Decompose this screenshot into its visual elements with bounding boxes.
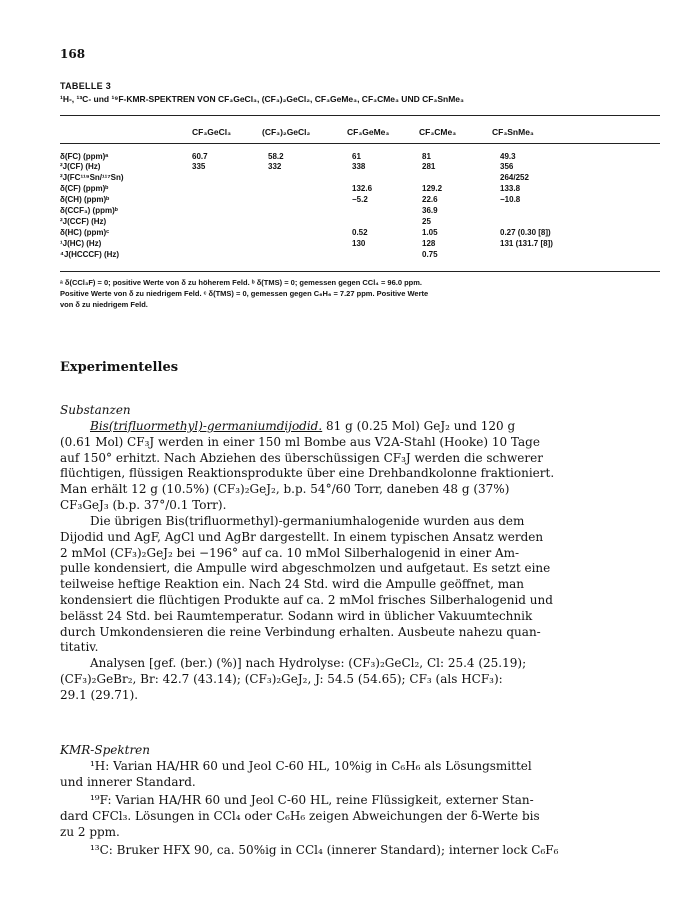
table-cell: 281	[422, 162, 436, 171]
table-cell: 132.6	[352, 184, 373, 193]
table-row	[60, 206, 660, 216]
paragraph-line: 29.1 (29.71).	[60, 687, 139, 702]
section-heading: Experimentelles	[60, 360, 179, 375]
table-cell: 130	[352, 239, 366, 248]
paragraph-kmr-h	[60, 759, 660, 791]
paragraph-line: ¹⁹F: Varian HA/HR 60 und Jeol C-60 HL, reine Flüssigkeit, externer Stan-	[90, 793, 534, 807]
row-label: ⁴J(HCCCF) (Hz)	[60, 250, 120, 259]
paragraph-line: belässt 24 Std. bei Raumtemperatur. Sodann wird in üblicher Vakuumtechnik	[60, 608, 533, 623]
table-row	[60, 217, 660, 227]
table-footnote: von δ zu niedrigem Feld.	[60, 300, 148, 309]
table-cell: 22.6	[422, 195, 438, 204]
table-caption: ¹H-, ¹³C- und ¹⁹F-KMR-SPEKTREN VON CF₃GeCl₃, (CF₃)₂GeCl₂, CF₃GeMe₃, CF₃CMe₃ UND CF₃SnMe₃	[60, 94, 464, 104]
row-label: ²J(FC¹¹⁹Sn/¹¹⁷Sn)	[60, 173, 124, 182]
table-cell: 58.2	[268, 152, 284, 161]
table-cell: 60.7	[192, 152, 208, 161]
row-label: ¹J(HC) (Hz)	[60, 239, 102, 248]
paragraph-line: Dijodid und AgF, AgCl und AgBr dargestellt. In einem typischen Ansatz werden	[60, 529, 544, 544]
table-label: TABELLE 3	[60, 81, 112, 91]
paragraph-kmr-c	[60, 843, 660, 859]
table-header-3: CF₃GeMe₃	[347, 127, 390, 137]
paragraph-line: CF₃GeJ₃ (b.p. 37°/0.1 Torr).	[60, 497, 227, 512]
table-row	[60, 152, 660, 162]
row-label: δ(CCF₃) (ppm)ᵇ	[60, 206, 118, 215]
paragraph-line: ¹³C: Bruker HFX 90, ca. 50%ig in CCl₄ (innerer Standard); interner lock C₆F₆	[90, 843, 559, 857]
table-row	[60, 162, 660, 172]
paragraph-line: zu 2 ppm.	[60, 824, 120, 839]
table-row	[60, 195, 660, 205]
line-text: 81 g (0.25 Mol) GeJ₂ und 120 g	[322, 419, 516, 433]
row-label: ²J(CF) (Hz)	[60, 162, 101, 171]
table-cell: 332	[268, 162, 282, 171]
table-row	[60, 173, 660, 183]
row-label: δ(HC) (ppm)ᶜ	[60, 228, 110, 237]
row-label: δ(FC) (ppm)ᵃ	[60, 152, 109, 161]
paragraph-line: Die übrigen Bis(trifluormethyl)-germaniumhalogenide wurden aus dem	[90, 514, 525, 528]
paragraph-line	[60, 419, 660, 435]
paragraph-analysen	[60, 656, 660, 703]
paragraph-halogenide	[60, 514, 660, 656]
table-cell: 128	[422, 239, 436, 248]
paragraph-dijodid	[60, 419, 660, 514]
table-cell: 133.8	[500, 184, 521, 193]
table-header-4: CF₃CMe₃	[419, 127, 457, 137]
table-cell: −10.8	[500, 195, 521, 204]
table-row	[60, 184, 660, 194]
table-cell: 0.52	[352, 228, 368, 237]
table-footnote: ᵃ δ(CCl₃F) = 0; positive Werte von δ zu höherem Feld. ᵇ δ(TMS) = 0; gemessen gegen CCl₄ = 96.0 ppm.	[60, 278, 423, 287]
table-cell: 131 (131.7 [8])	[500, 239, 553, 248]
table-cell: −5.2	[352, 195, 368, 204]
table-cell: 0.27 (0.30 [8])	[500, 228, 551, 237]
table-cell: 81	[422, 152, 431, 161]
paragraph-line: teilweise heftige Reaktion ein. Nach 24 Std. wird die Ampulle geöffnet, man	[60, 577, 524, 592]
paragraph-line: (CF₃)₂GeBr₂, Br: 42.7 (43.14); (CF₃)₂GeJ₂, J: 54.5 (54.65); CF₃ (als HCF₃):	[60, 671, 503, 686]
table-cell: 1.05	[422, 228, 438, 237]
paragraph-line: und innerer Standard.	[60, 774, 196, 789]
paragraph-line: dard CFCl₃. Lösungen in CCl₄ oder C₆H₆ zeigen Abweichungen der δ-Werte bis	[60, 808, 540, 823]
table-cell: 36.9	[422, 206, 438, 215]
table-header-1: CF₃GeCl₃	[192, 127, 232, 137]
table-footnote: Positive Werte von δ zu niedrigem Feld. ᶜ δ(TMS) = 0, gemessen gegen C₆H₆ = 7.27 ppm. Positive Werte	[60, 289, 429, 298]
table-cell: 264/252	[500, 173, 529, 182]
page-number: 168	[60, 47, 86, 61]
table-cell: 61	[352, 152, 361, 161]
paragraph-line: titativ.	[60, 640, 99, 655]
table-row	[60, 228, 660, 238]
table-cell: 129.2	[422, 184, 443, 193]
paragraph-line: pulle kondensiert, die Ampulle wird abgeschmolzen und aufgetaut. Es setzt eine	[60, 561, 551, 576]
paragraph-line: 2 mMol (CF₃)₂GeJ₂ bei −196° auf ca. 10 mMol Silberhalogenid in einer Am-	[60, 545, 520, 560]
table-bottom-rule	[60, 271, 660, 272]
subheading-substanzen: Substanzen	[60, 403, 131, 417]
table-header-2: (CF₃)₂GeCl₂	[262, 127, 311, 137]
paragraph-line: auf 150° erhitzt. Nach Abziehen des überschüssigen CF₃J werden die schwerer	[60, 450, 543, 465]
row-label: δ(CH) (ppm)ᵇ	[60, 195, 110, 204]
table-cell: 49.3	[500, 152, 516, 161]
table-cell: 338	[352, 162, 366, 171]
paragraph-line: Analysen [gef. (ber.) (%)] nach Hydrolyse: (CF₃)₂GeCl₂, Cl: 25.4 (25.19);	[90, 656, 527, 670]
table-cell: 356	[500, 162, 514, 171]
table-row	[60, 250, 660, 260]
table-cell: 0.75	[422, 250, 438, 259]
paragraph-line: Man erhält 12 g (10.5%) (CF₃)₂GeJ₂, b.p. 54°/60 Torr, daneben 48 g (37%)	[60, 482, 510, 497]
table-cell: 335	[192, 162, 206, 171]
row-label: δ(CF) (ppm)ᵇ	[60, 184, 109, 193]
paragraph-line: ¹H: Varian HA/HR 60 und Jeol C-60 HL, 10%ig in C₆H₆ als Lösungsmittel	[90, 759, 532, 773]
paragraph-line: kondensiert die flüchtigen Produkte auf ca. 2 mMol frisches Silberhalogenid und	[60, 592, 553, 607]
paragraph-kmr-f	[60, 793, 660, 840]
paragraph-line: durch Umkondensieren die reine Verbindung erhalten. Ausbeute nahezu quan-	[60, 624, 541, 639]
table-header-rule	[60, 143, 660, 144]
table-cell: 25	[422, 217, 431, 226]
table-row	[60, 239, 660, 249]
paragraph-line: flüchtigen, flüssigen Reaktionsprodukte über eine Drehbandkolonne fraktioniert.	[60, 466, 555, 481]
table-top-rule	[60, 115, 660, 116]
row-label: ²J(CCF) (Hz)	[60, 217, 107, 226]
table-header-5: CF₃SnMe₃	[492, 127, 534, 137]
paragraph-line: (0.61 Mol) CF₃J werden in einer 150 ml Bombe aus V2A-Stahl (Hooke) 10 Tage	[60, 434, 540, 449]
subheading-kmr: KMR-Spektren	[60, 743, 151, 757]
compound-title: Bis(trifluormethyl)-germaniumdijodid.	[90, 419, 323, 433]
